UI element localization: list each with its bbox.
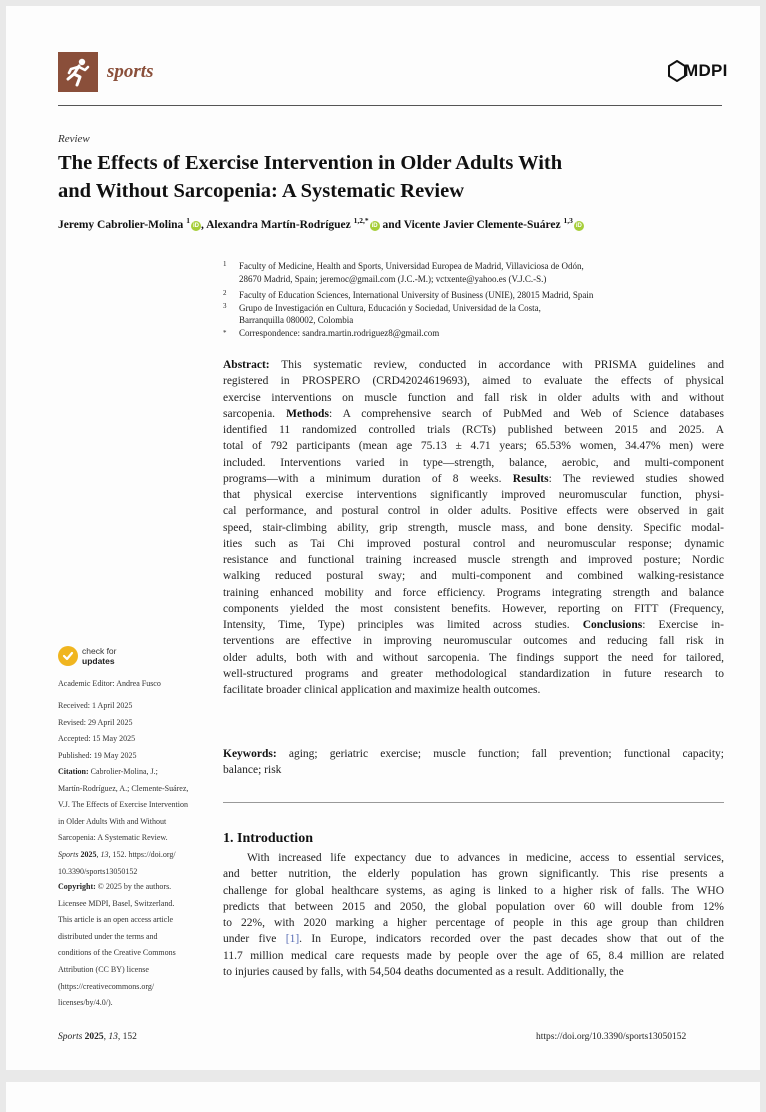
paper-page (6, 6, 760, 1070)
text-line: exercise interventions on muscle function and fall risk in older adults with and without (223, 391, 724, 404)
author-and: and (382, 218, 402, 231)
orcid-icon[interactable]: iD (575, 222, 582, 229)
section-rule (223, 802, 724, 803)
abstract (223, 357, 724, 698)
text-line: Keywords: aging; geriatric exercise; muscle function; fall prevention; functional capacity; (223, 748, 724, 760)
text-line: registered in PROSPERO (CRD42024619693), aimed to evaluate the effects of physical (223, 375, 724, 388)
publisher-name: MDPI (684, 61, 728, 80)
orcid-icon[interactable]: iD (371, 222, 378, 229)
text-line: With increased life expectancy due to advances in medicine, access to essential services, (247, 852, 724, 864)
citation-block (58, 764, 188, 880)
author-affil: 1 (186, 216, 190, 225)
section-heading: 1. Introduction (223, 831, 313, 846)
citation-line: Cabrolier-Molina, J.; (88, 767, 158, 776)
license-link[interactable]: (https://creativecommons.org/ (58, 981, 155, 991)
author-list: Jeremy Cabrolier-Molina $^1$iD , Alexandra Martín-Rodríguez $^{1,2,*}$iD and Vicente Javier Clemente-Suárez $^{1,3}$iD (58, 216, 582, 231)
citation-line: Sports 2025, 13, 152. https://doi.org/ (58, 849, 176, 859)
running-person-icon (58, 52, 98, 92)
academic-editor: Academic Editor: Andrea Fusco (58, 679, 161, 688)
correspondence-line: Correspondence: sandra.martin.rodriguez8@gmail.com (239, 327, 440, 338)
article-type: Review (58, 133, 90, 145)
citation-label: Citation: (58, 767, 89, 776)
affiliation-number: 3 (223, 301, 227, 310)
text-line: ities such as Tai Chi improved postural control and neuromuscular response; dynamic (223, 537, 724, 550)
affiliation-line: Barranquilla 080002, Colombia (239, 315, 354, 325)
text-line: total of 792 participants (mean age 75.13 ± 4.71 years; 65.53% women, 34.47% men) were (223, 440, 724, 453)
affiliation-number: * (223, 328, 227, 337)
check-updates-line: updates (82, 656, 115, 666)
text-line: predicts that between 2015 and 2050, the global population over 60 will double from 12% (223, 900, 724, 913)
text-line: training enhanced mobility and force efficiency. Programs integrating strength and balance (223, 586, 724, 599)
author-affil: 1,2,* (353, 216, 369, 225)
text-line: under five [1]. In Europe, indicators recorded over the past decades show that out of the (223, 933, 724, 946)
text-line: walking reduced postural sway; and multi-component and combined walking-resistance (223, 570, 724, 583)
text-line: resistance and functional training increased muscle strength and improved posture; Nordic (223, 554, 724, 566)
text-line: terventions are effective in improving neuromuscular outcomes and reducing fall risk in (223, 635, 724, 648)
author-affil: 1,3 (563, 216, 573, 225)
date-revised: Revised: 29 April 2025 (58, 717, 133, 727)
citation-line: in Older Adults With and Without (58, 816, 167, 826)
journal-logo (58, 52, 98, 92)
copyright-line: Licensee MDPI, Basel, Switzerland. (58, 898, 175, 908)
publisher-logo (668, 60, 728, 82)
citation-line: Sarcopenia: A Systematic Review. (58, 833, 168, 843)
date-accepted: Accepted: 15 May 2025 (58, 734, 136, 744)
license-link[interactable]: licenses/by/4.0/). (58, 998, 113, 1008)
citation-doi[interactable]: 10.3390/sports13050152 (58, 866, 138, 876)
article-title (58, 149, 698, 205)
copyright-line: conditions of the Creative Commons (58, 948, 176, 958)
text-line: Intensity, Time, Type) principles was limited across studies. Conclusions: Exercise in- (223, 619, 724, 631)
text-line: to 22%, with 2020 marking a higher percentage of people in this age group than children (223, 917, 724, 929)
text-line: challenge for global healthcare systems, as aging is linked to a higher risk of falls. The WHO (223, 884, 724, 897)
text-line: older adults, both with and without sarcopenia. The findings support the need for tailored, (223, 651, 724, 664)
footer-citation: Sports 2025, 13, 152 (58, 1032, 137, 1042)
copyright-block (58, 879, 176, 1012)
text-line: balance; risk (223, 764, 282, 777)
title-line: and Without Sarcopenia: A Systematic Review (58, 180, 465, 202)
check-for-updates-badge[interactable] (58, 646, 117, 666)
publication-dates (58, 698, 136, 764)
text-line: components yielded the most consistent benefits. However, reporting on FITT (Frequency, (223, 602, 724, 615)
affiliation-line: 28670 Madrid, Spain; jeremoc@gmail.com (J.C.-M.); vctxente@yahoo.es (V.J.C.-S.) (239, 273, 547, 284)
text-line: speed, stair-climbing ability, grip strength, muscle mass, and bone density. Specific modal- (223, 521, 724, 534)
check-updates-icon (58, 646, 78, 666)
copyright-label: Copyright: (58, 882, 96, 891)
reference-link[interactable]: [1] (285, 933, 300, 946)
citation-line: V.J. The Effects of Exercise Intervention (58, 800, 188, 810)
citation-line: Martín-Rodríguez, A.; Clemente-Suárez, (58, 783, 189, 793)
copyright-line: © 2025 by the authors. (95, 882, 172, 891)
copyright-line: Attribution (CC BY) license (58, 964, 149, 974)
text-line: facilitate broader clinical application and maximize health outcomes. (223, 684, 541, 696)
text-line: and better nutrition, the elderly population has grown significantly. This rise presents a (223, 868, 724, 881)
affiliation-line: Grupo de Investigación en Cultura, Educación y Sociedad, Universidad de la Costa, (239, 302, 541, 313)
text-line: included. Interventions varied in type—strength, balance, aerobic, and multi-component (223, 456, 724, 469)
text-line: 11.7 million medical care requests made by people over the age of 65, 8.4 million are related (223, 949, 724, 962)
check-updates-line: check for (82, 646, 117, 656)
journal-name: sports (107, 61, 154, 82)
text-line: to injuries caused by falls, with 54,504 deaths documented as a result. Additionally, the (223, 965, 624, 978)
footer-doi[interactable]: https://doi.org/10.3390/sports13050152 (536, 1032, 687, 1042)
text-line: that physical exercise interventions significantly improved neuromuscular function, physi- (223, 489, 724, 501)
next-page-edge (6, 1082, 760, 1112)
author-name[interactable]: Vicente Javier Clemente-Suárez (403, 218, 561, 231)
header-rule (58, 105, 722, 106)
affiliation-line: Faculty of Medicine, Health and Sports, Universidad Europea de Madrid, Villaviciosa de Odón, (239, 261, 584, 271)
affiliation-line: Faculty of Education Sciences, International University of Business (UNIE), 28015 Madrid, Spain (239, 290, 594, 300)
copyright-line: This article is an open access article (58, 915, 174, 925)
author-name[interactable]: Alexandra Martín-Rodríguez (206, 218, 351, 231)
text-line: programs—with a minimum duration of 8 weeks. Results: The reviewed studies showed (223, 472, 724, 485)
orcid-icon[interactable]: iD (192, 222, 199, 229)
copyright-line: distributed under the terms and (58, 931, 158, 941)
affiliation-number: 2 (223, 289, 227, 297)
text-line: sarcopenia. Methods: A comprehensive search of PubMed and Web of Science databases (223, 407, 724, 420)
text-line: Abstract: This systematic review, conducted in accordance with PRISMA guidelines and (223, 359, 724, 371)
date-received: Received: 1 April 2025 (58, 701, 133, 710)
date-published: Published: 19 May 2025 (58, 750, 137, 760)
keywords (223, 746, 724, 779)
intro-paragraph (223, 850, 724, 980)
title-line: The Effects of Exercise Intervention in Older Adults With (58, 152, 563, 174)
text-line: identified 11 randomized controlled trials (RCTs) published between 2015 and 2025. A (223, 424, 724, 436)
affiliation-number: 1 (223, 260, 227, 268)
author-name[interactable]: Jeremy Cabrolier-Molina (58, 218, 184, 231)
text-line: cal performance, and postural control in older adults. Positive effects were observed in gait (223, 505, 724, 518)
text-line: well-structured programs and greater methodological standardization in future research to (223, 667, 724, 680)
